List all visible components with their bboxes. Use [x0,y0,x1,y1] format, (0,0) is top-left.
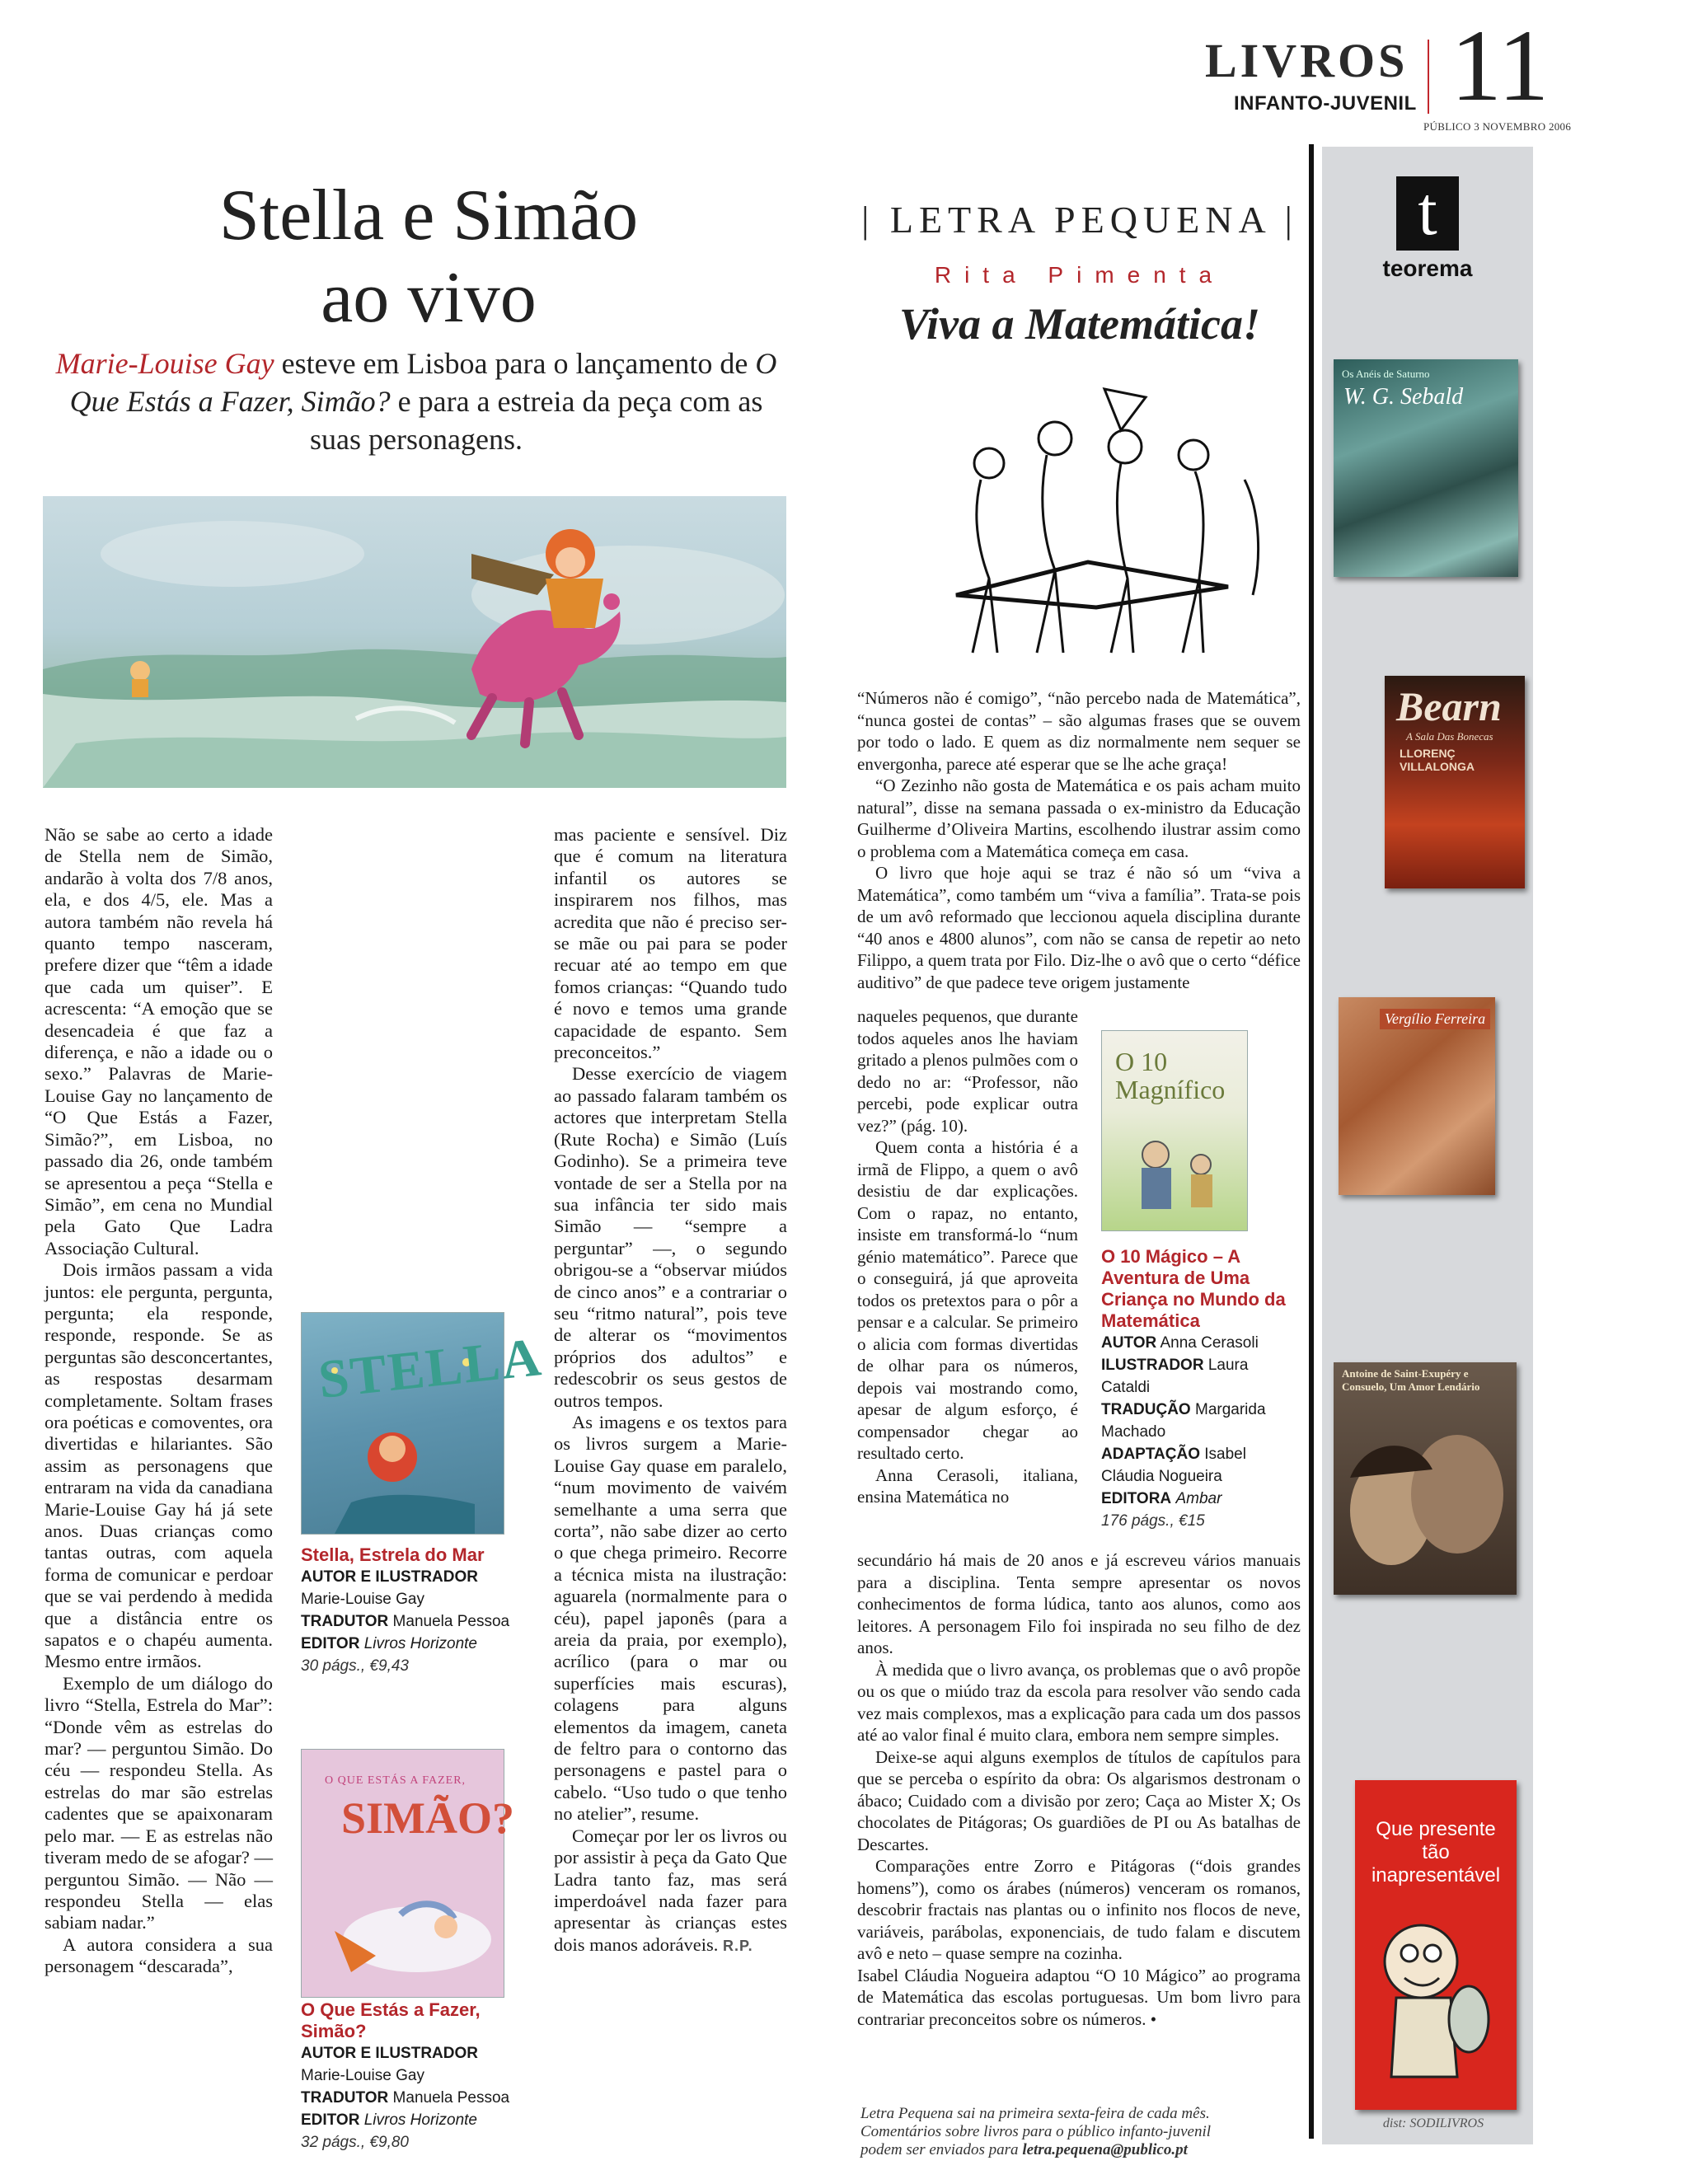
sebald-title: Os Anéis de Saturno [1342,368,1430,380]
article-signoff: R.P. [722,1937,753,1954]
footer-line: Letra Pequena sai na primeira sexta-feira de cada mês. [860,2105,1210,2122]
advert-book-presente [1355,1780,1517,2110]
article-column-2 [554,824,787,1957]
column-paragraph: Deixe-se aqui alguns exemplos de títulos de capítulos para que se perceba o espírito da obra: Os algarismos destronam o ábaco; Cuidado com a divisão por zero; Caça ao Mister X; Os chocolates de Pitágoras; Os guardiões de PI ou As batalhas de Descartes. [857,1746,1301,1854]
column-paragraph: O livro que hoje aqui se traz é não só um “viva a Matemática”, como também um “viva a família”. Trata-se pois de um avô reformado que leccionou aquela disciplina durante “40 anos e 4800 alunos”, com não se cansa de repetir ao neto Filippo, a quem trata por Filo. Diz-lhe o avô que o certo “défice auditivo” de que padece teve origem justamente [857,863,1301,992]
column-paragraph: Comparações entre Zorro e Pitágoras (“dois grandes homens”), como os árabes (números) venceram os romanos, descobrir fractais nas plantas ou o infinito nos flocos de neve, variáveis, parábolas, exponenciais, de tudo falam e discutem avô e neto – quase sempre na cozinha. [857,1856,1301,1963]
teorema-advert [1322,147,1533,2144]
stella-author-name: Marie-Louise Gay [301,1591,424,1608]
issue-date: PÚBLICO 3 NOVEMBRO 2006 [1423,120,1572,133]
o10-publisher: EDITORA Ambar [1101,1490,1222,1507]
presente-title: Que presente tão inapresentável [1371,1818,1501,1886]
stella-price: 30 págs., €9,43 [301,1657,409,1675]
advert-book-saint-exupery [1334,1362,1517,1595]
standfirst-book-title: O Que Estás a Fazer, Simão? [69,347,777,418]
sebald-author: W. G. Sebald [1343,384,1464,410]
stella-cover-title: STELLA [315,1326,546,1411]
column-paragraph: secundário há mais de 20 anos e já escreveu vários manuais para a disciplina. Tenta sempre apresentar os novos conhecimentos de forma lúdica, tanto aos alunos, como aos leitores. A personagem Filo foi inspirada no seu filho de dez anos. [857,1550,1301,1657]
article-paragraph: As imagens e os textos para os livros surgem a Marie-Louise Gay quase em paralelo, “num movimento de vaivém semelhante a uma serra que corta”, não sabe dizer ao certo o que chega primeiro. Recorre a técnica mista na ilustração: aguarela (normalmente para o céu), papel japonês (para a areia da praia, por exemplo), acrílico (para o mar ou superfícies mais escuras), colagens para alguns elementos da imagem, caneta de feltro para o contorno das personagens e pastel para o cabelo. “Uso tudo o que tenho no atelier”, resume. [554,1411,787,1825]
o10-illustrator: ILUSTRADOR Laura Cataldi [1101,1357,1249,1396]
stella-author-label: AUTOR E ILUSTRADOR [301,1568,478,1586]
stella-book-title: Stella, Estrela do Mar [301,1544,485,1565]
standfirst-text-1: esteve em Lisboa para o lançamento de [274,347,756,380]
column-text-top [857,687,1301,993]
headline-line-2: ao vivo [321,258,537,338]
math-drawing [931,381,1294,661]
column-author: Rita Pimenta [934,262,1226,288]
column-paragraph: Anna Cerasoli, italiana, ensina Matemática no [857,1465,1078,1507]
bearn-author: LLORENÇ VILLALONGA [1400,747,1475,773]
simao-translator: TRADUTOR Manuela Pessoa [301,2089,510,2107]
stella-editor: EDITOR Livros Horizonte [301,1635,477,1652]
bearn-subtitle: A Sala Das Bonecas [1406,730,1493,743]
article-paragraph: Desse exercício de viagem ao passado falaram também os actores que interpretam Stella (Rute Rocha) e Simão (Luís Godinho). Se a primeira teve vontade de ser a Stella por na sua infância ter sido mais Simão — “sempre a perguntar” —, o segundo obrigou-se a “observar miúdos de cinco anos” e a contrariar o seu “ritmo natural”, pois teve de alterar os “movimentos próprios dos adultos” e redescobrir os seus gestos de outros tempos. [554,1063,787,1411]
masthead-divider [1428,40,1429,114]
column-paragraph: Isabel Cláudia Nogueira adaptou “O 10 Mágico” ao programa de Matemática das escolas portuguesas. Um bom livro para contrariar preconceitos sobre os números. • [857,1965,1301,2029]
article-paragraph: mas paciente e sensível. Diz que é comum na literatura infantil os autores se inspirarem nos filhos, mas acredita que não é preciso ser-se mãe ou pai para se poder recuar até ao tempo em que fomos crianças: “Quando tudo é novo e temos uma grande capacidade de espanto. Sem preconceitos.” [554,824,787,1063]
footer-line: podem ser enviados para letra.pequena@publico.pt [860,2141,1188,2158]
advert-book-ferreira [1339,997,1495,1195]
o10-book-info [1101,1246,1299,1532]
page-number: 11 [1451,9,1550,122]
o10-price: 176 págs., €15 [1101,1512,1205,1530]
article-paragraph: Exemplo de um diálogo do livro “Stella, Estrela do Mar”: “Donde vêm as estrelas do mar? — perguntou Simão. Do céu — respondeu Stella. As estrelas do mar são estrelas cadentes que se apaixonaram pelo mar. — E as estrelas não tiveram medo de se afogar? — perguntou Simão. — Não — respondeu Stella — elas sabiam nadar.” [45,1672,273,1933]
teorema-brand-name: teorema [1382,255,1473,281]
o10-author: AUTOR Anna Cerasoli [1101,1334,1259,1352]
article-standfirst [49,344,783,458]
column-title: | LETRA PEQUENA | [861,199,1298,241]
article-paragraph: A autora considera a sua personagem “descarada”, [45,1933,273,1977]
article-column-1 [45,824,273,1978]
advert-divider [1309,144,1314,2139]
stella-translator: TRADUTOR Manuela Pessoa [301,1613,510,1630]
column-footer [860,2105,1306,2159]
section-subtitle: INFANTO-JUVENIL [1234,92,1417,115]
simao-cover-title: SIMÃO? [341,1793,515,1843]
standfirst-text-2: e para a estreia da peça com as suas personagens. [310,385,763,456]
o10-translation: TRADUÇÃO Margarida Machado [1101,1401,1266,1441]
teorema-logo-icon: t [1396,176,1459,251]
o10-adaptation: ADAPTAÇÃO Isabel Cláudia Nogueira [1101,1446,1246,1485]
article-paragraph: Não se sabe ao certo a idade de Stella nem de Simão, andarão à volta dos 7/8 anos, ela, e dos 4/5, ele. Mas a autora também não revela há quanto tempo nasceram, prefere dizer que “têm a idade que cada um quiser”. E acrescenta: “A emoção que se desencadeia é que faz a diferença, e não a idade ou o sexo.” Palavras de Marie-Louise Gay no lançamento de “O Que Estás a Fazer, Simão?”, em Lisboa, no passado dia 26, onde também se apresentou a peça “Stella e Simão”, em cena no Mundial pela Gato Que Ladra Associação Cultural. [45,824,273,1258]
headline-line-1: Stella e Simão [218,176,639,255]
column-paragraph: Quem conta a história é a irmã de Flippo, a quem o avô desistiu de dar explicações. Com o rapaz, no entanto, insiste em transformá-lo “num génio matemático”. Parece que o conseguirá, já que aproveita todos os pretextos para o pôr a pensar e a calcular. Se primeiro o alicia com formas divertidas de olhar para os números, depois vai mostrando como, apesar de algum esforço, é compensador chegar ao resultado certo. [857,1137,1078,1463]
simao-cover-tagline: O QUE ESTÁS A FAZER, [325,1774,467,1787]
article-headline [107,175,750,340]
ferreira-author: Vergílio Ferreira [1380,1009,1490,1029]
simao-book-cover [301,1749,515,1998]
column-paragraph: À medida que o livro avança, os problemas que o avô propõe ou os que o miúdo traz da escola para resolver vão sendo cada vez mais complexos, mas a explicação para cada um dos passos até ao valor final é muito clara, embora nem sempre simples. [857,1659,1301,1745]
advert-distributor: dist: SODILIVROS [1382,2116,1484,2130]
stella-book-cover [301,1312,546,1535]
column-headline: Viva a Matemática! [899,299,1260,349]
simao-author-name: Marie-Louise Gay [301,2067,424,2084]
column-text-middle [857,1005,1078,1508]
saint-exupery-title: Antoine de Saint-Exupéry e Consuelo, Um Amor Lendário [1342,1367,1480,1393]
advert-book-bearn [1385,676,1525,888]
article-paragraph: Começar por ler os livros ou por assistir à peça da Gato Que Ladra tanto faz, mas será imperdoável nada fazer para apresentar às crianças estes dois manos adoráveis. R.P. [554,1825,787,1955]
simao-price: 32 págs., €9,80 [301,2134,409,2151]
column-text-bottom [857,1549,1301,2030]
standfirst-author: Marie-Louise Gay [55,347,274,380]
stella-book-info [301,1544,523,1677]
section-title: LIVROS [1205,34,1409,87]
simao-editor: EDITOR Livros Horizonte [301,2111,477,2129]
simao-author-label: AUTOR E ILUSTRADOR [301,2045,478,2062]
o10-book-cover [1101,1030,1248,1231]
column-paragraph: naqueles pequenos, que durante todos aqueles anos lhe haviam gritado a plenos pulmões com o dedo no ar: “Professor, não percebi, pode explicar outra vez?” (pág. 10). [857,1006,1078,1136]
column-paragraph: “Números não é comigo”, “não percebo nada de Matemática”, “nunca gostei de contas” – são algumas frases que se ouvem por todo o lado. E quem as diz normalmente nem sequer se envergonha, parece até esperar que se lhe ache graça! [857,688,1301,774]
article-paragraph: Dois irmãos passam a vida juntos: ele pergunta, pergunta, pergunta; ela responde, responde, responde. Se as perguntas são desconcertantes, as respostas desarmam completamente. Soltam frases ora poéticas e comoventes, ora divertidas e hilariantes. São assim as personagens que entraram na vida da canadiana Marie-Louise Gay há já sete anos. Duas crianças como tantas outras, com aquela forma de comunicar e perdoar que se vai perdendo à medida que a distância entre os sapatos e o chapéu aumenta. Mesmo entre irmãos. [45,1259,273,1672]
footer-line: Comentários sobre livros para o público infanto-juvenil [860,2123,1212,2140]
advert-book-sebald [1334,359,1518,577]
simao-book-info [301,1999,515,2154]
bearn-title: Bearn [1396,683,1502,729]
stella-simao-illustration [43,496,786,788]
o10-cover-title: O 10 Magnífico [1115,1047,1226,1104]
o10-book-title: O 10 Mágico – A Aventura de Uma Criança no Mundo da Matemática [1101,1246,1286,1331]
column-paragraph: “O Zezinho não gosta de Matemática e os pais acham muito natural”, disse na semana passada o ex-ministro da Educação Guilherme d’Oliveira Martins, escolhendo ilustrar assim como o problema com a Matemática começa em casa. [857,776,1301,861]
footer-email-link[interactable]: letra.pequena@publico.pt [1022,2141,1188,2158]
simao-book-title: O Que Estás a Fazer, Simão? [301,1999,481,2041]
